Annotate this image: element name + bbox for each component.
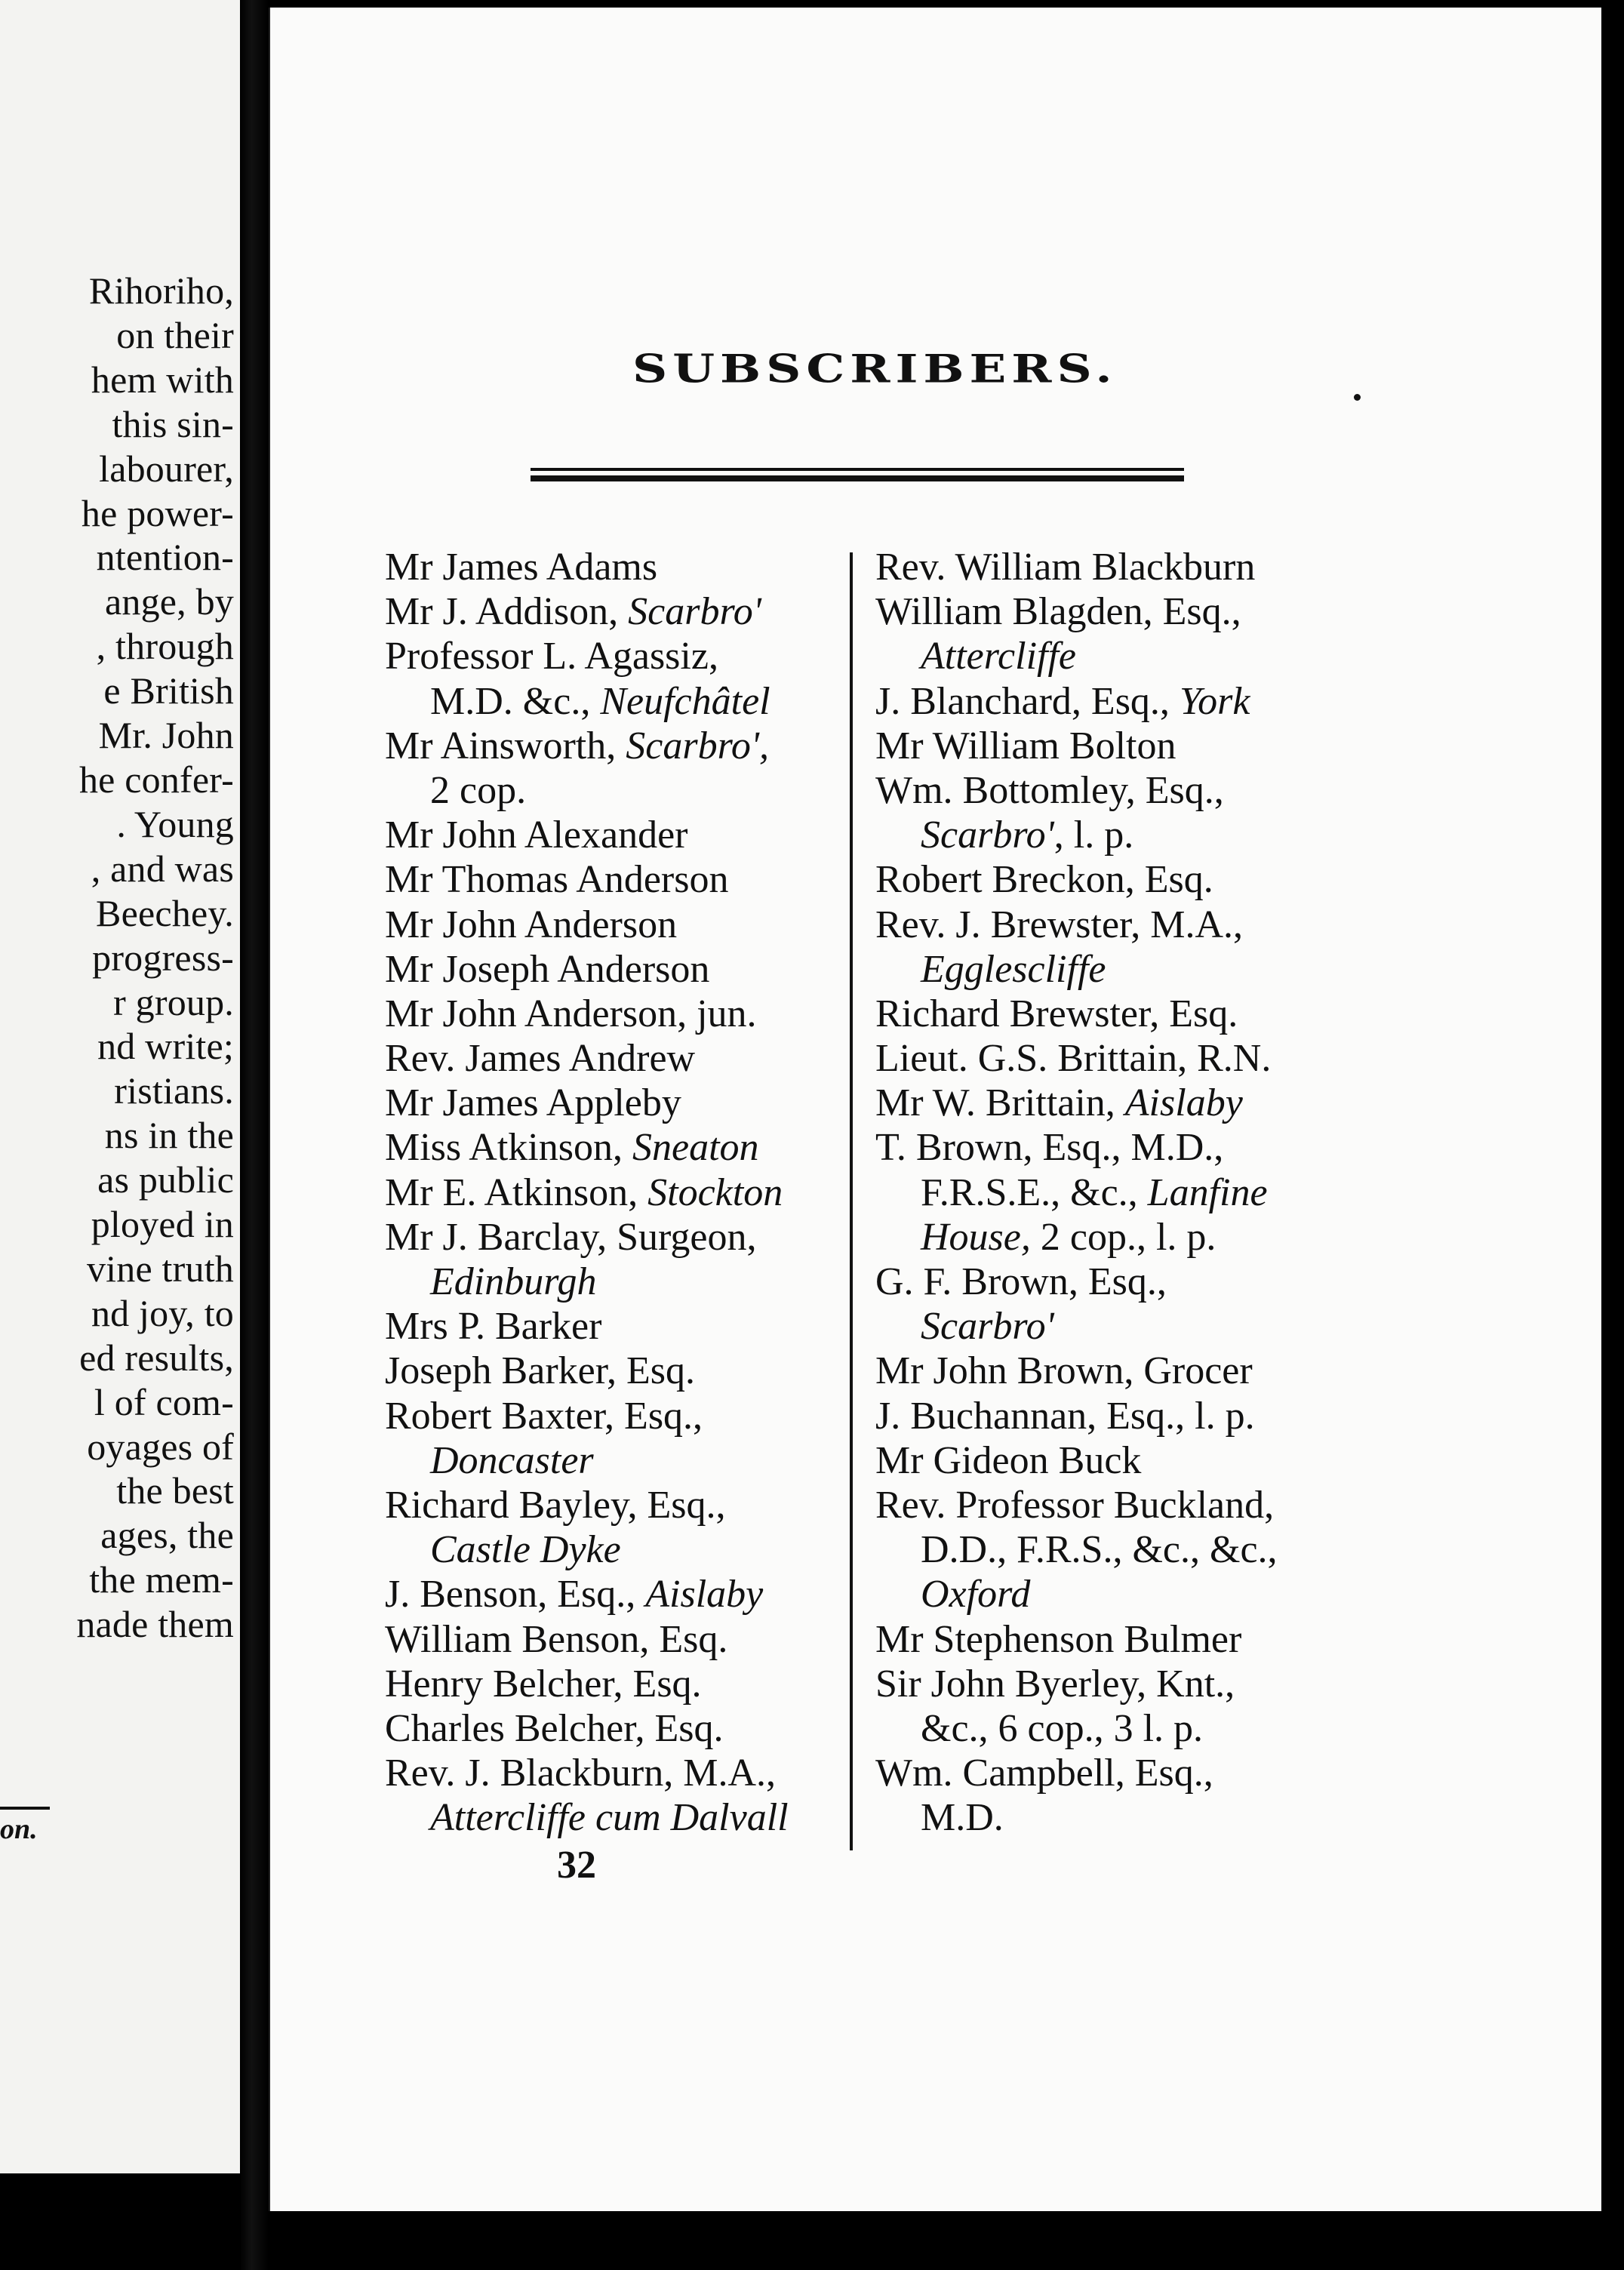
subscriber-name: Mr Joseph Anderson (385, 947, 710, 991)
subscriber-name: Lieut. G.S. Brittain, R.N. (875, 1037, 1272, 1081)
subscriber-name: Charles Belcher, Esq. (385, 1706, 724, 1750)
subscriber-entry (875, 1795, 1278, 1840)
subscriber-place: Lanfine (1147, 1170, 1268, 1214)
subscriber-entry (875, 768, 1278, 813)
previous-page-line: ed results, (79, 1336, 234, 1379)
subscriber-name: Miss Atkinson, (385, 1126, 632, 1170)
subscriber-place: Aislaby (1124, 1081, 1243, 1125)
subscriber-entry (875, 1170, 1278, 1215)
previous-page-line: ages, the (100, 1514, 234, 1557)
subscribers-page (269, 8, 1601, 2211)
subscriber-name: Mr J. Addison, (385, 590, 629, 634)
subscriber-entry (385, 1438, 789, 1483)
subscriber-entry (385, 724, 789, 768)
previous-page-line: , and was (91, 847, 234, 890)
subscriber-entry (875, 992, 1278, 1036)
subscriber-entry (875, 1394, 1278, 1438)
subscriber-name: Mr John Anderson (385, 903, 678, 946)
subscriber-entry (385, 1617, 789, 1662)
subscriber-place: Attercliffe (921, 635, 1076, 678)
previous-page-line: he power- (81, 491, 234, 534)
subscriber-place: Aislaby (645, 1573, 764, 1616)
previous-page-line: hem with (91, 358, 234, 401)
subscriber-name: Mr John Alexander (385, 814, 688, 857)
subscriber-entry (385, 634, 789, 678)
subscriber-entry (385, 1527, 789, 1572)
previous-page-line: ntention- (96, 536, 234, 579)
subscriber-name: F.R.S.E., &c., (921, 1170, 1148, 1214)
subscriber-entry (385, 1706, 789, 1751)
subscriber-place: Neufchâtel (600, 679, 770, 723)
previous-page-line: this sin- (112, 402, 234, 445)
subscriber-entry (385, 1483, 789, 1527)
subscriber-name: Richard Bayley, Esq., (385, 1483, 726, 1527)
subscriber-place: Attercliffe cum Dalvall (430, 1796, 789, 1840)
subscriber-entry (875, 679, 1278, 724)
subscriber-name: Mr James Appleby (385, 1081, 681, 1125)
subscriber-name: Mr E. Atkinson, (385, 1170, 648, 1214)
previous-page-footer: on. (0, 1807, 50, 1846)
subscriber-entry (385, 768, 789, 813)
previous-page-line: ns in the (104, 1114, 234, 1157)
subscriber-entry (875, 1483, 1278, 1527)
subscriber-place: Scarbro' (921, 1305, 1054, 1349)
subscriber-name: Wm. Campbell, Esq., (875, 1752, 1213, 1795)
subscriber-name: Joseph Barker, Esq. (385, 1349, 695, 1393)
previous-page-line: r group. (113, 980, 234, 1023)
subscriber-entry (875, 1527, 1278, 1572)
subscriber-entry (875, 1304, 1278, 1349)
subscriber-name: J. Benson, Esq., (385, 1573, 646, 1616)
subscriber-entry (875, 1662, 1278, 1706)
subscriber-name: Mr Stephenson Bulmer (875, 1617, 1242, 1661)
previous-page-line: nd joy, to (91, 1291, 234, 1334)
subscriber-place: Sneaton (632, 1126, 759, 1170)
subscriber-column-right (875, 545, 1278, 1840)
previous-page-line: vine truth (86, 1247, 234, 1290)
subscriber-entry (385, 1349, 789, 1393)
subscriber-name: &c., 6 cop., 3 l. p. (921, 1706, 1204, 1750)
subscriber-entry (385, 1304, 789, 1349)
subscriber-name: Rev. J. Blackburn, M.A., (385, 1752, 777, 1795)
subscriber-name: Mr Gideon Buck (875, 1438, 1142, 1482)
subscriber-note: , l. p. (1053, 814, 1134, 857)
subscriber-name: Rev. Professor Buckland, (875, 1483, 1275, 1527)
subscriber-name: Mr W. Brittain, (875, 1081, 1125, 1125)
subscriber-name: Robert Breckon, Esq. (875, 858, 1213, 902)
subscriber-name: Mr John Anderson, jun. (385, 992, 757, 1035)
subscriber-entry (385, 1125, 789, 1170)
subscriber-name: William Blagden, Esq., (875, 590, 1241, 634)
subscriber-name: Mrs P. Barker (385, 1305, 602, 1349)
subscriber-entry (385, 1751, 789, 1795)
subscriber-entry (875, 1438, 1278, 1483)
subscriber-place: Edinburgh (430, 1260, 597, 1303)
subscriber-name: 2 cop. (430, 768, 527, 812)
subscriber-entry (875, 857, 1278, 902)
page-heading: SUBSCRIBERS. (632, 346, 1118, 392)
subscriber-entry (875, 1125, 1278, 1170)
subscriber-entry (385, 1662, 789, 1706)
subscriber-entry (875, 1036, 1278, 1081)
book-gutter (240, 0, 269, 2270)
subscriber-name: Mr J. Barclay, Surgeon, (385, 1215, 757, 1259)
previous-page-line: Beechey. (96, 891, 234, 934)
subscriber-entry (385, 545, 789, 589)
subscriber-place: Castle Dyke (430, 1528, 621, 1572)
previous-page-fragment (0, 0, 240, 2173)
subscriber-entry (875, 1081, 1278, 1125)
subscriber-name: T. Brown, Esq., M.D., (875, 1126, 1224, 1170)
subscriber-entry (875, 947, 1278, 992)
subscriber-entry (875, 545, 1278, 589)
previous-page-line: oyages of (87, 1425, 234, 1468)
subscriber-name: D.D., F.R.S., &c., &c., (921, 1528, 1278, 1572)
subscriber-name: J. Buchannan, Esq., l. p. (875, 1394, 1255, 1438)
subscriber-name: Henry Belcher, Esq. (385, 1662, 702, 1706)
previous-page-line: Mr. John (98, 714, 234, 757)
subscriber-name: Sir John Byerley, Knt., (875, 1662, 1235, 1706)
subscriber-entry (385, 1170, 789, 1215)
subscriber-entry (385, 857, 789, 902)
subscriber-entry (875, 1617, 1278, 1662)
previous-page-line: e British (103, 669, 234, 712)
subscriber-entry (875, 1215, 1278, 1260)
subscriber-name: J. Blanchard, Esq., (875, 679, 1180, 723)
subscriber-name: Rev. James Andrew (385, 1037, 696, 1081)
previous-page-line: nade them (76, 1603, 234, 1646)
subscriber-name: Richard Brewster, Esq. (875, 992, 1238, 1035)
previous-page-line: on their (116, 313, 234, 356)
subscriber-entry (385, 1036, 789, 1081)
subscriber-entry (385, 589, 789, 634)
subscriber-entry (385, 679, 789, 724)
subscriber-entry (385, 992, 789, 1036)
subscriber-place: Scarbro' (921, 814, 1054, 857)
heading-double-rule (531, 468, 1184, 481)
column-divider (850, 552, 853, 1850)
previous-page-line: l of com- (94, 1380, 234, 1423)
previous-page-line: as public (97, 1158, 234, 1201)
subscriber-name: Wm. Bottomley, Esq., (875, 768, 1224, 812)
subscriber-name: Mr Thomas Anderson (385, 858, 729, 902)
subscriber-entry (385, 1081, 789, 1125)
subscriber-entry (875, 589, 1278, 634)
subscriber-place: Scarbro', (626, 724, 769, 767)
subscriber-entry (385, 1260, 789, 1304)
subscriber-entry (875, 903, 1278, 947)
subscriber-place: Doncaster (430, 1438, 594, 1482)
subscriber-name: M.D. (921, 1796, 1004, 1840)
subscriber-entry (875, 1751, 1278, 1795)
subscriber-name: Professor L. Agassiz, (385, 635, 718, 678)
previous-page-line: the best (116, 1469, 234, 1512)
subscriber-entry (385, 1394, 789, 1438)
subscriber-name: Mr William Bolton (875, 724, 1176, 767)
subscriber-name: G. F. Brown, Esq., (875, 1260, 1167, 1303)
subscriber-note: 2 cop., l. p. (1030, 1215, 1216, 1259)
subscriber-entry (385, 1795, 789, 1840)
subscriber-name: William Benson, Esq. (385, 1617, 728, 1661)
subscriber-entry (385, 813, 789, 857)
previous-page-line: , through (96, 625, 234, 668)
previous-page-line: ployed in (91, 1203, 234, 1246)
subscriber-name: Mr John Brown, Grocer (875, 1349, 1253, 1393)
previous-page-line: the mem- (89, 1558, 234, 1601)
subscriber-name: M.D. &c., (430, 679, 601, 723)
subscriber-place: Egglescliffe (921, 947, 1106, 991)
previous-page-line: progress- (92, 936, 234, 979)
subscriber-place: Stockton (647, 1170, 783, 1214)
subscriber-entry (385, 903, 789, 947)
previous-page-line: . Young (116, 802, 234, 845)
subscriber-name: Mr Ainsworth, (385, 724, 626, 767)
subscriber-place: York (1179, 679, 1250, 723)
subscriber-entry (385, 1215, 789, 1260)
subscriber-column-left (385, 545, 789, 1840)
subscriber-place: Oxford (921, 1573, 1031, 1616)
subscriber-entry (875, 813, 1278, 857)
previous-page-line: Rihoriho, (88, 269, 234, 312)
subscriber-name: Rev. William Blackburn (875, 546, 1256, 589)
previous-page-line: he confer- (78, 758, 234, 801)
subscriber-entry (875, 724, 1278, 768)
previous-page-line: labourer, (99, 447, 234, 490)
previous-page-line: ange, by (105, 580, 234, 623)
subscriber-entry (875, 1572, 1278, 1616)
previous-page-text (76, 269, 234, 1647)
subscriber-entry (875, 634, 1278, 678)
subscriber-name: Rev. J. Brewster, M.A., (875, 903, 1244, 946)
previous-page-line: nd write; (97, 1025, 234, 1068)
subscriber-entry (875, 1706, 1278, 1751)
subscriber-name: Robert Baxter, Esq., (385, 1394, 703, 1438)
previous-page-line: ristians. (114, 1069, 234, 1112)
subscriber-entry (385, 1572, 789, 1616)
subscriber-entry (875, 1349, 1278, 1393)
page-number: 32 (557, 1844, 596, 1887)
subscriber-name: Mr James Adams (385, 546, 658, 589)
subscriber-place: House, (921, 1215, 1031, 1259)
subscriber-entry (875, 1260, 1278, 1304)
subscriber-place: Scarbro' (628, 590, 761, 634)
subscriber-entry (385, 947, 789, 992)
ink-speck (1354, 394, 1361, 401)
